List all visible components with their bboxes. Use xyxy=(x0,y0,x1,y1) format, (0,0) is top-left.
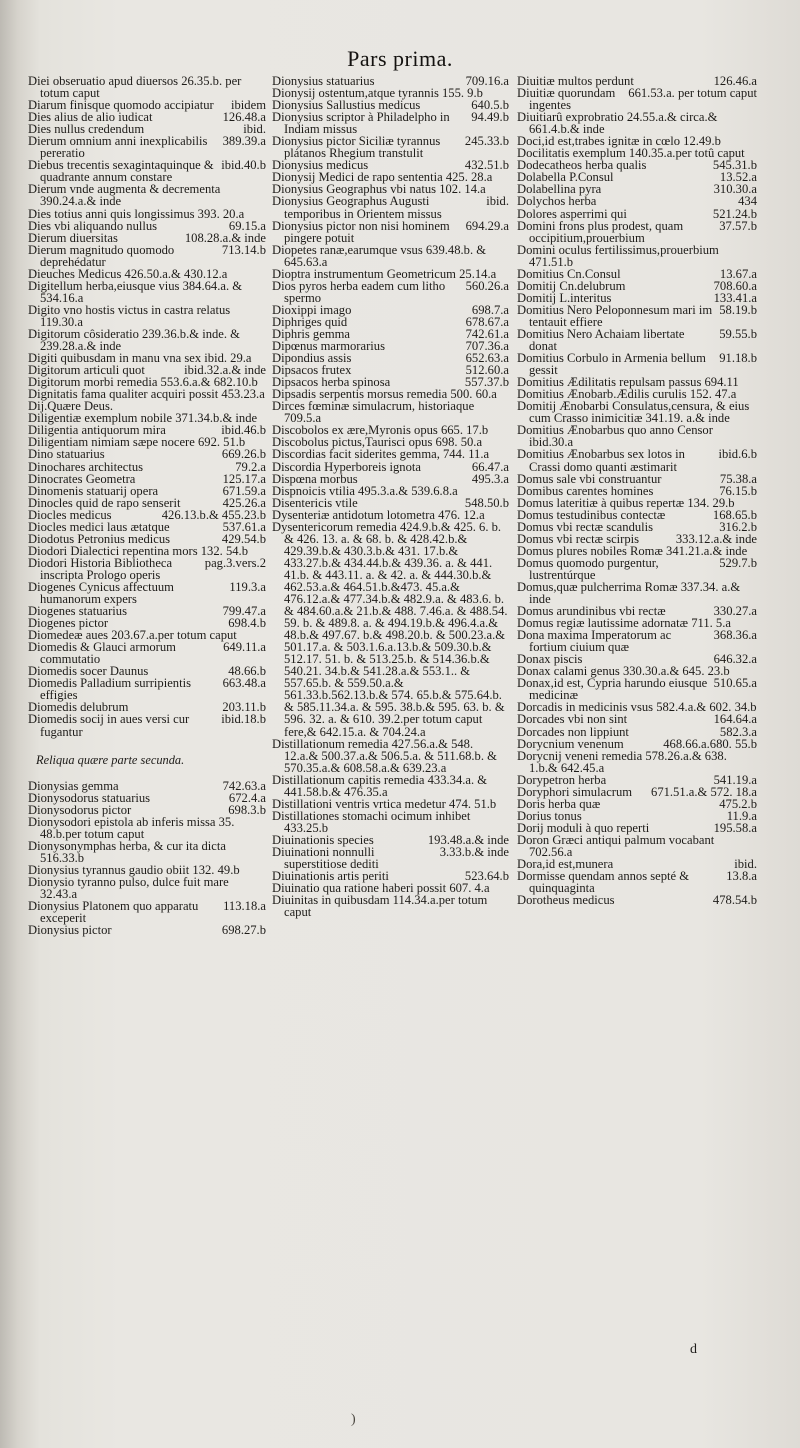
entry-text: Dionysodorus statuarius xyxy=(28,790,151,805)
entry-reference: 649.11.a xyxy=(223,640,266,655)
entry-text: Dodecatheos herba qualis xyxy=(517,158,647,173)
entry-text: Diuinatio qua ratione haberi possit 607. 4.a xyxy=(272,881,490,896)
index-entry xyxy=(28,900,266,924)
entry-reference: 59.55.b xyxy=(719,326,757,341)
index-entry xyxy=(28,677,266,701)
entry-text: Diopetes ranæ,earumque vsus 639.48.b. & 645.63.a xyxy=(272,242,487,269)
entry-reference: 48.66.b xyxy=(228,664,266,679)
entry-text: Dionysodorus pictor xyxy=(28,802,132,817)
entry-reference: ibid. xyxy=(243,122,266,137)
entry-text: Dolores asperrimi qui xyxy=(517,206,627,221)
index-entry xyxy=(272,521,509,738)
index-column-1 xyxy=(28,75,266,936)
entry-reference: 709.16.a xyxy=(465,74,509,88)
entry-text: Dionysius pictor Siciliæ tyrannus plátanos Rhegium transtulit xyxy=(272,134,441,161)
page-title: Pars prima. xyxy=(347,46,453,71)
entry-reference: 113.18.a xyxy=(223,899,266,914)
entry-text: Diomedis socij in aues versi cur fugantur xyxy=(28,712,190,739)
entry-text: Diomedis Palladium surripientis effigies xyxy=(28,676,192,703)
entry-text: Dionysius pictor xyxy=(28,923,112,938)
entry-reference: 548.50.b xyxy=(464,495,509,510)
entry-text: Diuitiæ multos perdunt xyxy=(517,74,634,88)
index-entry xyxy=(517,750,757,774)
entry-reference: 316.2.b xyxy=(719,519,757,534)
entry-reference: 541.19.a xyxy=(713,772,757,787)
index-entry xyxy=(517,111,757,135)
entry-text: Domini frons plus prodest, quam occipitium,prouerbium xyxy=(517,218,684,245)
entry-reference: 330.27.a xyxy=(713,604,757,619)
index-entry xyxy=(272,894,509,918)
index-column-2 xyxy=(272,75,509,918)
entry-text: Diarum finisque quomodo accipiatur xyxy=(28,98,214,113)
entry-text: Dorcades non lippiunt xyxy=(517,724,629,739)
entry-text: Diligentiæ exemplum nobile 371.34.b.& inde xyxy=(28,411,258,426)
entry-text: Dispnoicis vtilia 495.3.a.& 539.6.8.a xyxy=(272,483,458,498)
index-entry xyxy=(28,244,266,268)
entry-reference: 537.61.a xyxy=(222,519,266,534)
entry-reference: 108.28.a.& inde xyxy=(184,230,266,245)
entry-reference: 13.67.a xyxy=(719,266,757,281)
entry-reference: 475.2.b xyxy=(719,796,757,811)
index-entry xyxy=(28,816,266,840)
entry-text: Dinocles quid de rapo senserit xyxy=(28,495,181,510)
entry-text: Diuinationi nonnulli superstitiose dediti xyxy=(272,845,379,872)
entry-text: Dionysius Geographus Augusti temporibus in Orientem missus xyxy=(272,194,442,221)
entry-reference: 678.67.a xyxy=(465,314,509,329)
entry-reference: 310.30.a xyxy=(713,182,757,197)
entry-text: Digiti quibusdam in manu vna sex ibid. 29.a xyxy=(28,351,252,366)
entry-text: Diocles medicus xyxy=(28,507,112,522)
entry-text: Digitorum articuli quot xyxy=(28,363,145,378)
index-entry xyxy=(28,75,266,99)
entry-text: Dioxippi imago xyxy=(272,302,352,317)
entry-text: Dies totius anni quis longissimus 393. 20.a xyxy=(28,206,245,221)
entry-text: Diogenes statuarius xyxy=(28,604,127,619)
entry-text: Diogenes Cynicus affectuum humanorum expers xyxy=(28,579,174,607)
entry-reference: 333.12.a.& inde xyxy=(675,531,757,546)
entry-reference: 193.48.a.& inde xyxy=(427,832,509,847)
entry-text: Domus vbi rectæ scandulis xyxy=(517,519,654,534)
entry-text: Domini oculus fertilissimus,prouerbium 471.51.b xyxy=(517,242,719,269)
index-entry xyxy=(517,244,757,268)
index-entry xyxy=(517,629,757,653)
index-entry xyxy=(28,924,266,936)
index-entry xyxy=(517,581,757,605)
entry-reference: 523.64.b xyxy=(464,869,509,884)
entry-text: Discobolos ex ære,Myronis opus 665. 17.b xyxy=(272,423,489,438)
entry-text: Dorotheus medicus xyxy=(517,893,615,908)
entry-text: Dorcades vbi non sint xyxy=(517,712,628,727)
entry-text: Diogenes pictor xyxy=(28,616,109,631)
entry-reference: 669.26.b xyxy=(221,447,266,462)
entry-text: Dipsacos frutex xyxy=(272,363,352,378)
entry-reference: 3.33.b.& inde xyxy=(439,845,509,859)
entry-reference: 672.4.a xyxy=(228,790,266,805)
entry-text: Disentericis vtile xyxy=(272,495,358,510)
section-note: Reliqua quære parte secunda. xyxy=(36,752,185,767)
entry-reference: ibid.32.a.& inde xyxy=(184,363,266,378)
entry-reference: 478.54.b xyxy=(712,893,757,908)
entry-reference: 560.26.a xyxy=(465,278,509,293)
entry-text: Domitius Ædilitatis repulsam passus 694.11 xyxy=(517,375,739,390)
index-entry xyxy=(517,894,757,906)
entry-text: Dionysius Sallustius medicus xyxy=(272,98,421,113)
entry-text: Dirces fœminæ simulacrum, historiaque 709.5.a xyxy=(272,399,475,426)
entry-text: Domus quomodo purgentur, lustrentúrque xyxy=(517,555,659,582)
index-entry xyxy=(28,159,266,183)
entry-text: Dipsacos herba spinosa xyxy=(272,375,391,390)
entry-text: Distillationes stomachi ocimum inhibet 433.25.b xyxy=(272,808,471,835)
entry-reference: 671.51.a.& 572. 18.a xyxy=(651,784,757,799)
entry-reference: 389.39.a xyxy=(222,134,266,149)
index-entry xyxy=(28,135,266,159)
entry-reference: 698.7.a xyxy=(471,302,509,317)
entry-text: Diligentia antiquorum mira xyxy=(28,423,166,438)
entry-text: Dorij moduli à quo reperti xyxy=(517,820,650,835)
entry-text: Discobolus pictus,Taurisci opus 698. 50.a xyxy=(272,435,483,450)
entry-reference: 133.41.a xyxy=(713,290,757,305)
entry-text: Domus testudinibus contectæ xyxy=(517,507,666,522)
entry-text: Dionysij ostentum,atque tyrannis 155. 9.b xyxy=(272,86,483,101)
entry-reference: 164.64.a xyxy=(713,712,757,727)
index-entry xyxy=(28,876,266,900)
entry-text: Domibus carentes homines xyxy=(517,483,654,498)
index-entry xyxy=(28,328,266,352)
entry-text: Domitij Cn.delubrum xyxy=(517,278,626,293)
index-entry xyxy=(272,738,509,774)
index-entry xyxy=(28,304,266,328)
entry-text: Diuitiæ quorundam ingentes xyxy=(517,86,616,113)
entry-text: Dipondius assis xyxy=(272,351,352,366)
entry-text: Diomedeæ aues 203.67.a.per totum caput xyxy=(28,628,237,643)
index-entry xyxy=(517,424,757,448)
entry-reference: 126.48.a xyxy=(222,110,266,125)
entry-text: Dorius tonus xyxy=(517,808,582,823)
entry-text: Dinocrates Geometra xyxy=(28,471,136,486)
entry-text: Diuitiarû exprobratio 24.55.a.& circa.& 661.4.b.& inde xyxy=(517,110,718,137)
entry-text: Dignitatis fama qualiter acquiri possit 453.23.a xyxy=(28,387,265,402)
entry-text: Dinomenis statuarij opera xyxy=(28,483,159,498)
index-entry xyxy=(272,195,509,219)
entry-text: Discordias facit siderites gemma, 744. 11.a xyxy=(272,447,490,462)
entry-text: Dierum vnde augmenta & decrementa 390.24.a.& inde xyxy=(28,182,221,209)
entry-text: Dysenteriæ antidotum lotometra 476. 12.a xyxy=(272,507,485,522)
entry-text: Dionysius Geographus vbi natus 102. 14.a xyxy=(272,182,486,197)
entry-text: Dona maxima Imperatorum ac fortium ciuium quæ xyxy=(517,628,672,655)
index-entry xyxy=(28,581,266,605)
entry-reference: 707.36.a xyxy=(465,339,509,354)
entry-text: Donax calami genus 330.30.a.& 645. 23.b xyxy=(517,664,730,679)
entry-reference: 646.32.a xyxy=(713,652,757,667)
index-entry xyxy=(272,220,509,244)
entry-reference: 13.52.a xyxy=(719,170,757,185)
entry-reference: 512.60.a xyxy=(465,363,509,378)
entry-text: Dolabellina pyra xyxy=(517,182,602,197)
index-entry xyxy=(272,280,509,304)
entry-text: Dionysius scriptor à Philadelpho in Indiam missus xyxy=(272,110,450,137)
entry-text: Dino statuarius xyxy=(28,447,105,462)
entry-text: Diuinitas in quibusdam 114.34.a.per totum caput xyxy=(272,893,488,920)
entry-text: Diebus trecentis sexagintaquinque & quadrante annum constare xyxy=(28,158,214,185)
entry-text: Digitorum morbi remedia 553.6.a.& 682.10.b xyxy=(28,375,258,390)
index-entry xyxy=(28,280,266,304)
entry-text: Dionysius Platonem quo apparatu exceperit xyxy=(28,899,199,926)
entry-text: Diocles medici laus ætatque xyxy=(28,519,170,534)
index-entry xyxy=(517,304,757,328)
entry-text: Dorypetron herba xyxy=(517,772,607,787)
entry-text: Diomedis socer Daunus xyxy=(28,664,149,679)
index-entry xyxy=(517,87,757,111)
entry-text: Digito vno hostis victus in castra relatus 119.30.a xyxy=(28,302,231,329)
entry-reference: ibid.18.b xyxy=(221,712,266,727)
entry-text: Dorcadis in medicinis vsus 582.4.a.& 602. 34.b xyxy=(517,700,757,715)
entry-reference: 119.3.a xyxy=(229,579,266,594)
entry-list xyxy=(517,75,757,906)
entry-text: Distillationum capitis remedia 433.34.a. & 441.58.b.& 476.35.a xyxy=(272,772,488,799)
entry-reference: 76.15.b xyxy=(719,483,757,498)
entry-text: Doci,id est,trabes ignitæ in cœlo 12.49.b xyxy=(517,134,721,149)
entry-reference: 529.7.b xyxy=(719,555,757,570)
entry-text: Domitius Ænobarbus sex lotos in Crassi domo quanti æstimarit xyxy=(517,447,685,474)
entry-reference: 368.36.a xyxy=(713,628,757,643)
entry-reference: 640.5.b xyxy=(471,98,509,113)
entry-text: Diligentiam nimiam sæpe nocere 692. 51.b xyxy=(28,435,246,450)
index-column-3 xyxy=(517,75,757,906)
entry-text: Domus plures nobiles Romæ 341.21.a.& inde xyxy=(517,543,748,558)
entry-text: Docilitatis exemplum 140.35.a.per totû caput xyxy=(517,146,745,161)
entry-text: Domitius Ænobarbus quo anno Censor ibid.30.a xyxy=(517,423,713,450)
index-entry xyxy=(272,810,509,834)
entry-text: Dierum omnium anni inexplicabilis pereratio xyxy=(28,134,208,161)
entry-reference: ibid.40.b xyxy=(221,158,266,173)
entry-reference: ibid. xyxy=(486,194,509,209)
entry-reference: 79.2.a xyxy=(235,459,266,474)
entry-text: Domus sale vbi construantur xyxy=(517,471,662,486)
entry-reference: 245.33.b xyxy=(464,134,509,149)
entry-text: Dipsadis serpentis morsus remedia 500. 60.a xyxy=(272,387,497,402)
entry-reference: 663.48.a xyxy=(222,676,266,691)
signature-mark: d xyxy=(690,1342,697,1357)
entry-reference: 429.54.b xyxy=(221,531,266,546)
entry-text: Diodotus Petronius medicus xyxy=(28,531,171,546)
entry-text: Diodori Dialectici repentina mors 132. 54.b xyxy=(28,543,248,558)
entry-reference: 713.14.b xyxy=(221,242,266,257)
entry-reference: 468.66.a.680. 55.b xyxy=(663,736,757,751)
index-entry xyxy=(28,183,266,207)
index-entry xyxy=(517,677,757,701)
entry-text: Domitius Cn.Consul xyxy=(517,266,621,281)
entry-reference: 426.13.b.& 455.23.b xyxy=(161,507,266,522)
fold-mark: ) xyxy=(351,1412,356,1427)
entry-text: Dysentericorum remedia 424.9.b.& 425. 6. b. & 426. 13. a. & 68. b. & 428.42.b.& 429.39.b.& 430.3.b.& 431. 17.b.& 433.27.b.& 434.44.b.& 439.36. a. & 441. 41.b. & 443.11. a. & 42. a. & 444.30.b.& 462.53.a.& 464.51.b.&473. 45.a.& 476.12.a.& 477.34.b.& 482.9.a. & 483.6. b. & 484.60.a.& 21.b.& 488. 7.46.a. & 488.54. 59. b. & 489.8. a. & 494.19.b.& 496.4.a.& 48.b.& 497.67. b.& 498.20.b. & 500.23.a.& 501.17.a. & 503.1.6.a.13.b.& 509.30.b.& 512.17. 51. b. & 513.25.b. & 514.36.b.& 540.21. 34.b.& 541.28.a.& 553.1.. & 557.65.b. & 559.50.a.& 561.33.b.562.13.b.& 574. 65.b.& 575.64.b. & 585.11.34.a. & 595. 38.b.& 595. 63. b. & 596. 32. a. & 610. 39.2.per totum caput fere,& 642.15.a. & 704.24.a xyxy=(272,519,508,739)
entry-text: Dionysodori epistola ab inferis missa 35. 48.b.per totum caput xyxy=(28,814,235,841)
index-entry xyxy=(28,557,266,581)
entry-list xyxy=(272,75,509,918)
entry-reference: 203.11.b xyxy=(222,700,266,715)
entry-reference: 495.3.a xyxy=(471,471,509,486)
entry-text: Dora,id est,munera xyxy=(517,857,614,872)
entry-list xyxy=(28,75,266,738)
entry-reference: 94.49.b xyxy=(471,110,509,125)
entry-reference: 694.29.a xyxy=(465,218,509,233)
entry-text: Distillationum remedia 427.56.a.& 548. 12.a.& 500.37.a.& 506.5.a. & 511.68.b. & 570.35.a.& 608.58.a.& 639.23.a xyxy=(272,736,497,775)
entry-text: Domus lateritiæ à quibus repertæ 134. 29.b xyxy=(517,495,735,510)
entry-text: Doron Græci antiqui palmum vocabant 702.56.a xyxy=(517,832,715,859)
index-entry xyxy=(517,328,757,352)
entry-text: Domitius Ænobarb.Ædilis curulis 152. 47.a xyxy=(517,387,737,402)
index-entry xyxy=(517,834,757,858)
index-entry xyxy=(272,244,509,268)
entry-text: Dorycnij veneni remedia 578.26.a.& 638. 1.b.& 642.45.a xyxy=(517,748,727,775)
entry-text: Donax,id est, Cypria harundo eiusque medicinæ xyxy=(517,676,708,703)
entry-text: Diuinationis artis periti xyxy=(272,869,389,884)
entry-reference: ibid.46.b xyxy=(221,423,266,438)
entry-text: Diomedis & Glauci armorum commutatio xyxy=(28,640,176,667)
entry-text: Dij.Quære Deus. xyxy=(28,399,113,414)
entry-reference: 742.63.a xyxy=(222,778,266,793)
entry-reference: 168.65.b xyxy=(712,507,757,522)
entry-reference: 125.17.a xyxy=(222,471,266,486)
entry-text: Dionysius pictor non nisi hominem pingere potuit xyxy=(272,218,450,245)
entry-text: Dierum diuersitas xyxy=(28,230,118,245)
entry-reference: 799.47.a xyxy=(222,604,266,619)
index-entry xyxy=(517,448,757,472)
entry-text: Dies nullus credendum xyxy=(28,122,145,137)
entry-text: Diphris gemma xyxy=(272,326,350,341)
entry-text: Dies vbi aliquando nullus xyxy=(28,218,158,233)
entry-reference: 195.58.a xyxy=(713,820,757,835)
entry-text: Donax piscis xyxy=(517,652,583,667)
entry-reference: ibid.6.b xyxy=(718,447,757,462)
entry-reference: 545.31.b xyxy=(712,158,757,173)
entry-text: Domus arundinibus vbi rectæ xyxy=(517,604,666,619)
entry-reference: 37.57.b xyxy=(719,218,757,233)
entry-text: Diodori Historia Bibliotheca inscripta Prologo operis xyxy=(28,555,173,582)
index-entry xyxy=(28,713,266,737)
entry-text: Diomedis delubrum xyxy=(28,700,129,715)
entry-text: Dolychos herba xyxy=(517,194,597,209)
entry-text: Domitius Corbulo in Armenia bellum gessit xyxy=(517,351,706,378)
entry-reference: 671.59.a xyxy=(222,483,266,498)
index-entry xyxy=(272,135,509,159)
entry-text: Domitij Ænobarbi Consulatus,censura, & eius cum Crasso inimicitiæ 341.19. a.& inde xyxy=(517,399,750,426)
entry-text: Discordia Hyperboreis ignota xyxy=(272,459,421,474)
entry-text: Diuinationis species xyxy=(272,832,374,847)
entry-text: Domus,quæ pulcherrima Romæ 337.34. a.& inde xyxy=(517,579,741,607)
index-entry xyxy=(517,220,757,244)
entry-text: Dionysio tyranno pulso, dulce fuit mare 32.43.a xyxy=(28,875,229,902)
entry-reference: 66.47.a xyxy=(471,459,509,474)
index-entry xyxy=(517,870,757,894)
entry-reference: 13.8.a xyxy=(726,869,757,884)
entry-reference: 69.15.a xyxy=(228,218,266,233)
entry-text: Doryphori simulacrum xyxy=(517,784,633,799)
entry-text: Dormisse quendam annos septé & quinquaginta xyxy=(517,869,690,896)
entry-text: Dierum magnitudo quomodo deprehédatur xyxy=(28,242,175,269)
entry-text: Dioptra instrumentum Geometricum 25.14.a xyxy=(272,266,497,281)
entry-text: Domitius Nero Peloponnesum mari im tentauit effiere xyxy=(517,302,713,329)
entry-reference: 698.27.b xyxy=(221,923,266,938)
index-entry xyxy=(28,840,266,864)
entry-text: Dionysius statuarius xyxy=(272,74,375,88)
entry-reference: 698.3.b xyxy=(228,802,266,817)
entry-reference: 557.37.b xyxy=(464,375,509,390)
entry-text: Digitorum côsideratio 239.36.b.& inde. & 239.28.a.& inde xyxy=(28,326,240,354)
entry-reference: pag.3.vers.2 xyxy=(204,555,266,570)
entry-reference: 432.51.b xyxy=(464,158,509,173)
entry-text: Distillationi ventris vrtica medetur 474. 51.b xyxy=(272,796,497,811)
entry-reference: ibid. xyxy=(734,857,757,872)
entry-reference: 58.19.b xyxy=(719,302,757,317)
index-entry xyxy=(272,846,509,870)
entry-text: Dionysonymphas herba, & cur ita dicta 516.33.b xyxy=(28,838,226,865)
entry-reference: ibidem xyxy=(231,98,266,113)
entry-reference: 521.24.b xyxy=(712,206,757,221)
entry-reference: 75.38.a xyxy=(719,471,757,486)
entry-text: Dionysias gemma xyxy=(28,778,119,793)
entry-text: Dispœna morbus xyxy=(272,471,358,486)
entry-text: Dolabella P.Consul xyxy=(517,170,614,185)
entry-text: Dieuches Medicus 426.50.a.& 430.12.a xyxy=(28,266,228,281)
entry-reference: 708.60.a xyxy=(713,278,757,293)
entry-reference: 582.3.a xyxy=(719,724,757,739)
entry-text: Domitius Nero Achaiam libertate donat xyxy=(517,326,685,354)
entry-text: Domus vbi rectæ scirpis xyxy=(517,531,640,546)
entry-text: Domitij L.interitus xyxy=(517,290,612,305)
entry-reference: 434 xyxy=(738,194,757,209)
index-entry xyxy=(517,352,757,376)
index-entry xyxy=(28,641,266,665)
entry-text: Digitellum herba,eiusque vius 384.64.a. & 534.16.a xyxy=(28,278,243,305)
index-entry xyxy=(517,557,757,581)
entry-reference: 510.65.a xyxy=(713,676,757,691)
index-entry xyxy=(272,400,509,424)
entry-list xyxy=(28,780,266,937)
entry-text: Dinochares architectus xyxy=(28,459,144,474)
entry-text: Dionysius tyrannus gaudio obiit 132. 49.b xyxy=(28,862,240,877)
entry-text: Diei obseruatio apud diuersos 26.35.b. per totum caput xyxy=(28,74,242,101)
entry-text: Dios pyros herba eadem cum litho spermo xyxy=(272,278,446,305)
entry-reference: 425.26.a xyxy=(222,495,266,510)
entry-reference: 742.61.a xyxy=(465,326,509,341)
entry-text: Domus regiæ lautissime adornatæ 711. 5.a xyxy=(517,616,731,631)
index-entry xyxy=(272,774,509,798)
entry-reference: 91.18.b xyxy=(719,351,757,366)
entry-reference: 11.9.a xyxy=(726,808,757,823)
entry-text: Dipœnus marmorarius xyxy=(272,339,385,354)
entry-reference: 661.53.a. per totum caput xyxy=(628,86,757,101)
entry-reference: 698.4.b xyxy=(228,616,266,631)
entry-text: Dionysij Medici de rapo sententia 425. 28.a xyxy=(272,170,493,185)
index-entry xyxy=(272,111,509,135)
index-entry xyxy=(517,400,757,424)
entry-text: Dorycnium venenum xyxy=(517,736,624,751)
entry-text: Dies alius de alio iudicat xyxy=(28,110,153,125)
entry-text: Doris herba quæ xyxy=(517,796,601,811)
entry-text: Dionysius medicus xyxy=(272,158,369,173)
entry-text: Diphriges quid xyxy=(272,314,348,329)
entry-reference: 652.63.a xyxy=(465,351,509,366)
entry-reference: 126.46.a xyxy=(713,74,757,88)
